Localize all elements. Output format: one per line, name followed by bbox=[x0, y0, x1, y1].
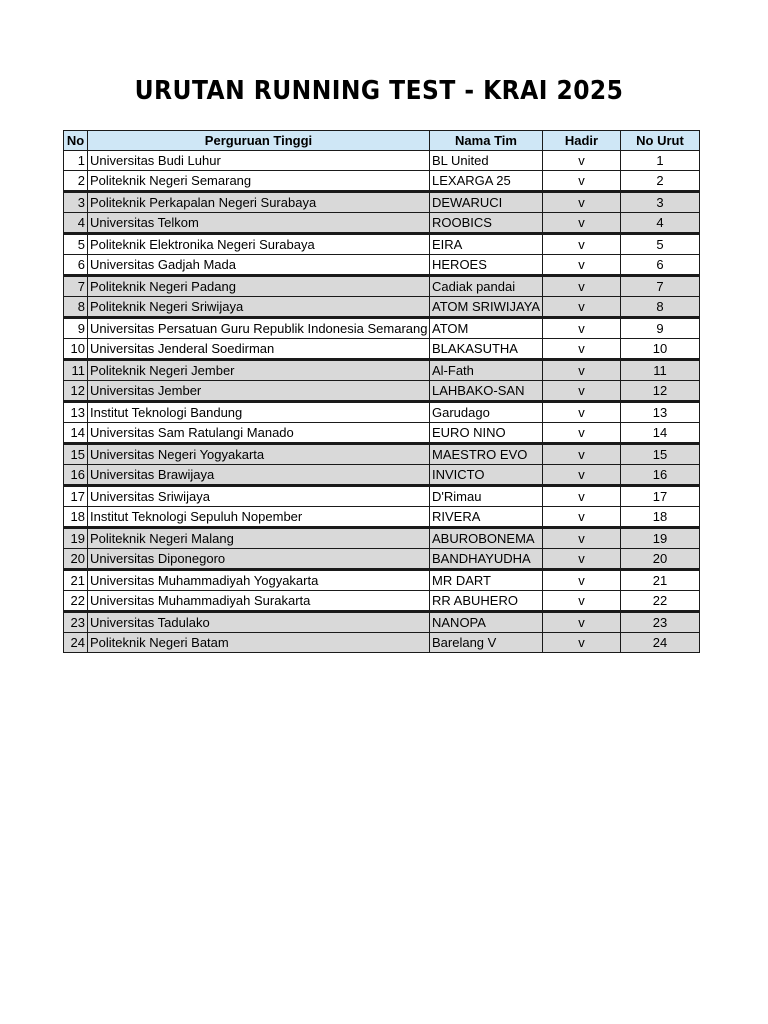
cell-hadir: v bbox=[543, 297, 621, 318]
cell-no: 13 bbox=[64, 402, 88, 423]
cell-perguruan-tinggi: Universitas Negeri Yogyakarta bbox=[88, 444, 430, 465]
table-row bbox=[64, 633, 700, 653]
table-row bbox=[64, 234, 700, 255]
cell-hadir: v bbox=[543, 276, 621, 297]
cell-hadir: v bbox=[543, 570, 621, 591]
table-row bbox=[64, 507, 700, 528]
cell-perguruan-tinggi: Universitas Diponegoro bbox=[88, 549, 430, 570]
page-title: URUTAN RUNNING TEST - KRAI 2025 bbox=[134, 76, 624, 106]
table-row bbox=[64, 192, 700, 213]
cell-no-urut: 1 bbox=[621, 151, 700, 171]
cell-nama-tim: ROOBICS bbox=[430, 213, 543, 234]
cell-perguruan-tinggi: Universitas Brawijaya bbox=[88, 465, 430, 486]
cell-no-urut: 5 bbox=[621, 234, 700, 255]
cell-no: 9 bbox=[64, 318, 88, 339]
cell-no: 5 bbox=[64, 234, 88, 255]
cell-no-urut: 8 bbox=[621, 297, 700, 318]
cell-nama-tim: EIRA bbox=[430, 234, 543, 255]
cell-no: 12 bbox=[64, 381, 88, 402]
cell-no: 10 bbox=[64, 339, 88, 360]
cell-no-urut: 17 bbox=[621, 486, 700, 507]
table-row bbox=[64, 151, 700, 171]
cell-hadir: v bbox=[543, 192, 621, 213]
cell-no: 21 bbox=[64, 570, 88, 591]
table-row bbox=[64, 549, 700, 570]
table-row bbox=[64, 171, 700, 192]
cell-no: 17 bbox=[64, 486, 88, 507]
header-no: No bbox=[64, 131, 88, 151]
cell-no: 16 bbox=[64, 465, 88, 486]
cell-nama-tim: HEROES bbox=[430, 255, 543, 276]
cell-nama-tim: LAHBAKO-SAN bbox=[430, 381, 543, 402]
cell-nama-tim: RIVERA bbox=[430, 507, 543, 528]
cell-no-urut: 6 bbox=[621, 255, 700, 276]
cell-no-urut: 9 bbox=[621, 318, 700, 339]
table-row bbox=[64, 612, 700, 633]
cell-hadir: v bbox=[543, 402, 621, 423]
cell-no-urut: 19 bbox=[621, 528, 700, 549]
table-row bbox=[64, 591, 700, 612]
cell-perguruan-tinggi: Universitas Sriwijaya bbox=[88, 486, 430, 507]
cell-no: 2 bbox=[64, 171, 88, 192]
cell-hadir: v bbox=[543, 486, 621, 507]
cell-perguruan-tinggi: Politeknik Negeri Padang bbox=[88, 276, 430, 297]
cell-hadir: v bbox=[543, 255, 621, 276]
cell-hadir: v bbox=[543, 612, 621, 633]
table-row bbox=[64, 213, 700, 234]
cell-no: 24 bbox=[64, 633, 88, 653]
table-row bbox=[64, 465, 700, 486]
cell-no: 4 bbox=[64, 213, 88, 234]
cell-hadir: v bbox=[543, 234, 621, 255]
cell-nama-tim: DEWARUCI bbox=[430, 192, 543, 213]
table-row bbox=[64, 570, 700, 591]
table-row bbox=[64, 528, 700, 549]
cell-nama-tim: EURO NINO bbox=[430, 423, 543, 444]
cell-nama-tim: ABUROBONEMA bbox=[430, 528, 543, 549]
table-row bbox=[64, 297, 700, 318]
cell-perguruan-tinggi: Politeknik Negeri Semarang bbox=[88, 171, 430, 192]
cell-hadir: v bbox=[543, 318, 621, 339]
cell-hadir: v bbox=[543, 444, 621, 465]
cell-no: 6 bbox=[64, 255, 88, 276]
table-row bbox=[64, 255, 700, 276]
cell-perguruan-tinggi: Politeknik Negeri Malang bbox=[88, 528, 430, 549]
table-row bbox=[64, 444, 700, 465]
cell-nama-tim: ATOM bbox=[430, 318, 543, 339]
cell-no: 23 bbox=[64, 612, 88, 633]
cell-nama-tim: BLAKASUTHA bbox=[430, 339, 543, 360]
cell-no: 8 bbox=[64, 297, 88, 318]
cell-no: 18 bbox=[64, 507, 88, 528]
cell-no-urut: 24 bbox=[621, 633, 700, 653]
cell-nama-tim: Garudago bbox=[430, 402, 543, 423]
cell-perguruan-tinggi: Universitas Jember bbox=[88, 381, 430, 402]
cell-no: 7 bbox=[64, 276, 88, 297]
cell-hadir: v bbox=[543, 591, 621, 612]
cell-perguruan-tinggi: Politeknik Negeri Batam bbox=[88, 633, 430, 653]
cell-no: 3 bbox=[64, 192, 88, 213]
cell-no-urut: 3 bbox=[621, 192, 700, 213]
cell-perguruan-tinggi: Universitas Tadulako bbox=[88, 612, 430, 633]
cell-nama-tim: INVICTO bbox=[430, 465, 543, 486]
cell-hadir: v bbox=[543, 465, 621, 486]
cell-perguruan-tinggi: Universitas Jenderal Soedirman bbox=[88, 339, 430, 360]
cell-perguruan-tinggi: Universitas Telkom bbox=[88, 213, 430, 234]
cell-hadir: v bbox=[543, 633, 621, 653]
cell-perguruan-tinggi: Politeknik Negeri Sriwijaya bbox=[88, 297, 430, 318]
cell-nama-tim: LEXARGA 25 bbox=[430, 171, 543, 192]
cell-no-urut: 20 bbox=[621, 549, 700, 570]
cell-perguruan-tinggi: Universitas Budi Luhur bbox=[88, 151, 430, 171]
table-row bbox=[64, 423, 700, 444]
cell-perguruan-tinggi: Universitas Muhammadiyah Surakarta bbox=[88, 591, 430, 612]
cell-no: 1 bbox=[64, 151, 88, 171]
cell-hadir: v bbox=[543, 339, 621, 360]
cell-no: 20 bbox=[64, 549, 88, 570]
cell-hadir: v bbox=[543, 507, 621, 528]
cell-no: 15 bbox=[64, 444, 88, 465]
cell-nama-tim: RR ABUHERO bbox=[430, 591, 543, 612]
cell-hadir: v bbox=[543, 549, 621, 570]
cell-perguruan-tinggi: Politeknik Perkapalan Negeri Surabaya bbox=[88, 192, 430, 213]
cell-perguruan-tinggi: Politeknik Elektronika Negeri Surabaya bbox=[88, 234, 430, 255]
cell-no-urut: 10 bbox=[621, 339, 700, 360]
running-test-table bbox=[63, 130, 700, 653]
cell-hadir: v bbox=[543, 213, 621, 234]
cell-nama-tim: BL United bbox=[430, 151, 543, 171]
header-hadir: Hadir bbox=[543, 131, 621, 151]
cell-nama-tim: BANDHAYUDHA bbox=[430, 549, 543, 570]
cell-no-urut: 2 bbox=[621, 171, 700, 192]
cell-perguruan-tinggi: Universitas Persatuan Guru Republik Indonesia Semarang bbox=[88, 318, 430, 339]
header-perguruan-tinggi: Perguruan Tinggi bbox=[88, 131, 430, 151]
table-header-row bbox=[64, 131, 700, 151]
cell-perguruan-tinggi: Universitas Sam Ratulangi Manado bbox=[88, 423, 430, 444]
cell-no-urut: 15 bbox=[621, 444, 700, 465]
cell-hadir: v bbox=[543, 151, 621, 171]
cell-nama-tim: D'Rimau bbox=[430, 486, 543, 507]
table-row bbox=[64, 486, 700, 507]
table-row bbox=[64, 318, 700, 339]
cell-hadir: v bbox=[543, 360, 621, 381]
cell-hadir: v bbox=[543, 171, 621, 192]
cell-no-urut: 7 bbox=[621, 276, 700, 297]
cell-nama-tim: ATOM SRIWIJAYA bbox=[430, 297, 543, 318]
cell-no-urut: 21 bbox=[621, 570, 700, 591]
cell-no-urut: 13 bbox=[621, 402, 700, 423]
cell-perguruan-tinggi: Universitas Muhammadiyah Yogyakarta bbox=[88, 570, 430, 591]
cell-no-urut: 16 bbox=[621, 465, 700, 486]
cell-hadir: v bbox=[543, 381, 621, 402]
cell-no-urut: 22 bbox=[621, 591, 700, 612]
cell-nama-tim: NANOPA bbox=[430, 612, 543, 633]
cell-no-urut: 12 bbox=[621, 381, 700, 402]
cell-perguruan-tinggi: Institut Teknologi Sepuluh Nopember bbox=[88, 507, 430, 528]
table-row bbox=[64, 402, 700, 423]
table-row bbox=[64, 360, 700, 381]
cell-perguruan-tinggi: Universitas Gadjah Mada bbox=[88, 255, 430, 276]
cell-nama-tim: MAESTRO EVO bbox=[430, 444, 543, 465]
cell-perguruan-tinggi: Politeknik Negeri Jember bbox=[88, 360, 430, 381]
cell-nama-tim: Cadiak pandai bbox=[430, 276, 543, 297]
cell-nama-tim: MR DART bbox=[430, 570, 543, 591]
table-row bbox=[64, 381, 700, 402]
cell-nama-tim: Barelang V bbox=[430, 633, 543, 653]
table-row bbox=[64, 276, 700, 297]
cell-perguruan-tinggi: Institut Teknologi Bandung bbox=[88, 402, 430, 423]
cell-no: 19 bbox=[64, 528, 88, 549]
cell-no: 11 bbox=[64, 360, 88, 381]
cell-no-urut: 23 bbox=[621, 612, 700, 633]
cell-nama-tim: Al-Fath bbox=[430, 360, 543, 381]
table-body bbox=[64, 151, 700, 653]
cell-no: 14 bbox=[64, 423, 88, 444]
cell-no-urut: 4 bbox=[621, 213, 700, 234]
cell-hadir: v bbox=[543, 423, 621, 444]
cell-hadir: v bbox=[543, 528, 621, 549]
header-no-urut: No Urut bbox=[621, 131, 700, 151]
header-nama-tim: Nama Tim bbox=[430, 131, 543, 151]
table-row bbox=[64, 339, 700, 360]
cell-no-urut: 11 bbox=[621, 360, 700, 381]
cell-no: 22 bbox=[64, 591, 88, 612]
cell-no-urut: 18 bbox=[621, 507, 700, 528]
cell-no-urut: 14 bbox=[621, 423, 700, 444]
